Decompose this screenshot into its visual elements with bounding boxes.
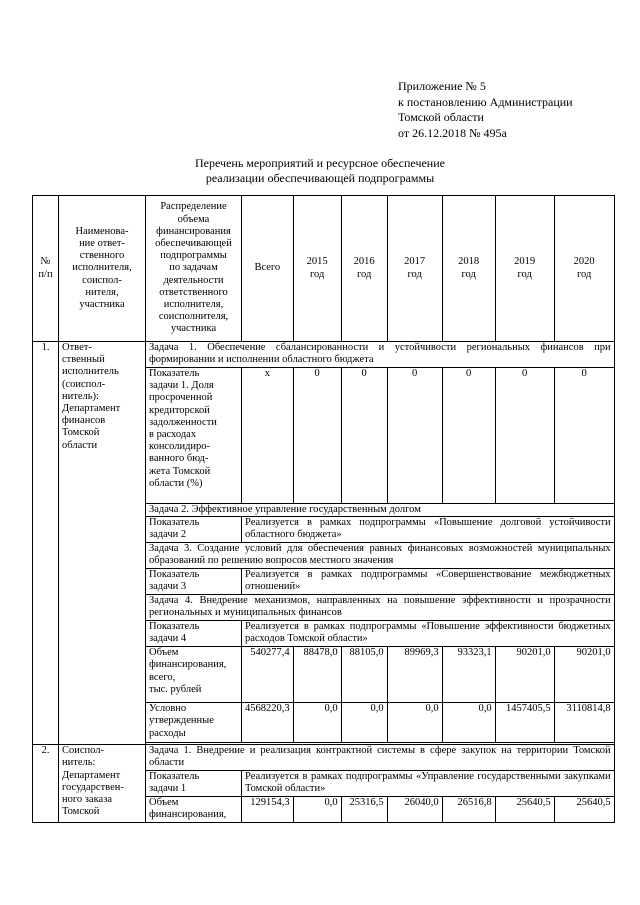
s2-funding-2018: 26516,8: [442, 797, 495, 823]
header-2016: 2016 год: [341, 196, 387, 342]
s2-funding-2020: 25640,5: [554, 797, 614, 823]
measures-table: [32, 195, 615, 823]
s1-conditional-total: 4568220,3: [242, 703, 294, 743]
s2-num: 2.: [33, 745, 59, 823]
appendix-block: [398, 79, 573, 141]
appendix-line-1: Приложение № 5: [398, 79, 486, 93]
s1-conditional-2018: 0,0: [442, 703, 495, 743]
s2-task1-row: [33, 745, 615, 771]
s1-indicator1-total: x: [242, 368, 294, 504]
s1-indicator1-2016: 0: [341, 368, 387, 504]
s2-funding-2017: 26040,0: [387, 797, 442, 823]
s2-funding-label: Объем финансирования,: [146, 797, 242, 823]
s1-funding-2015: 88478,0: [293, 647, 341, 703]
header-executor: Наименова- ние ответ- ственного исполнителя, соиспол- нителя, участника: [59, 196, 146, 342]
s1-task1-row: [33, 342, 615, 368]
s1-indicator1-label: Показатель задачи 1. Доля просроченной кредиторской задолженности в расходах консолидиро- ванного бюд- жета Томской области (%): [146, 368, 242, 504]
s1-task2: Задача 2. Эффективное управление государственным долгом: [146, 504, 615, 517]
s2-executor: Соиспол- нитель: Департамент государствен- ного заказа Томской: [59, 745, 146, 823]
s1-task1: Задача 1. Обеспечение сбалансированности и устойчивости региональных финансов при формировании и исполнении областного бюджета: [146, 342, 615, 368]
s1-task3: Задача 3. Создание условий для обеспечения равных финансовых возможностей муниципальных образований по решению вопросов местного значения: [146, 543, 615, 569]
s1-conditional-label: Условно утвержденные расходы: [146, 703, 242, 743]
s1-indicator4-label: Показатель задачи 4: [146, 621, 242, 647]
s2-funding-total: 129154,3: [242, 797, 294, 823]
s2-indicator1-text: Реализуется в рамках подпрограммы «Управление государственными закупками Томской области»: [242, 771, 615, 797]
s1-indicator2-text: Реализуется в рамках подпрограммы «Повышение долговой устойчивости областного бюджета»: [242, 517, 615, 543]
s2-task1: Задача 1. Внедрение и реализация контрактной системы в сфере закупок на территории Томской области: [146, 745, 615, 771]
document-title: [0, 156, 640, 186]
appendix-line-2: к постановлению Администрации: [398, 94, 573, 109]
s1-funding-label: Объем финансирования, всего, тыс. рублей: [146, 647, 242, 703]
s1-conditional-2020: 3110814,8: [554, 703, 614, 743]
s1-indicator1-2017: 0: [387, 368, 442, 504]
title-line-2: реализации обеспечивающей подпрограммы: [205, 171, 435, 185]
s1-funding-2018: 93323,1: [442, 647, 495, 703]
s1-funding-2020: 90201,0: [554, 647, 614, 703]
s1-conditional-2015: 0,0: [293, 703, 341, 743]
s1-funding-2019: 90201,0: [495, 647, 554, 703]
s1-indicator3-label: Показатель задачи 3: [146, 569, 242, 595]
s1-indicator1-2018: 0: [442, 368, 495, 504]
s2-funding-2019: 25640,5: [495, 797, 554, 823]
s1-conditional-2019: 1457405,5: [495, 703, 554, 743]
header-num: № п/п: [33, 196, 59, 342]
s1-conditional-2016: 0,0: [341, 703, 387, 743]
s2-funding-2016: 25316,5: [341, 797, 387, 823]
s1-conditional-2017: 0,0: [387, 703, 442, 743]
header-total: Всего: [242, 196, 294, 342]
s1-funding-2017: 89969,3: [387, 647, 442, 703]
s1-indicator3-text: Реализуется в рамках подпрограммы «Совершенствование межбюджетных отношений»: [242, 569, 615, 595]
s1-indicator4-text: Реализуется в рамках подпрограммы «Повышение эффективности бюджетных расходов Томской области»: [242, 621, 615, 647]
s1-task4: Задача 4. Внедрение механизмов, направленных на повышение эффективности и прозрачности региональных и муниципальных финансов: [146, 595, 615, 621]
s2-funding-2015: 0,0: [293, 797, 341, 823]
s1-funding-total: 540277,4: [242, 647, 294, 703]
title-line-1: Перечень мероприятий и ресурсное обеспечение: [195, 156, 445, 170]
appendix-line-3: Томской области: [398, 110, 484, 124]
s1-indicator1-2015: 0: [293, 368, 341, 504]
s1-executor: Ответ- ственный исполнитель (соиспол- нитель): Департамент финансов Томской области: [59, 342, 146, 745]
s1-indicator2-label: Показатель задачи 2: [146, 517, 242, 543]
s1-indicator1-2019: 0: [495, 368, 554, 504]
header-2017: 2017 год: [387, 196, 442, 342]
s2-indicator1-label: Показатель задачи 1: [146, 771, 242, 797]
header-2019: 2019 год: [495, 196, 554, 342]
header-2015: 2015 год: [293, 196, 341, 342]
s1-funding-2016: 88105,0: [341, 647, 387, 703]
header-distribution: Распределение объема финансирования обеспечивающей подпрограммы по задачам деятельности ответственного исполнителя, соисполнителя, участника: [146, 196, 242, 342]
header-2020: 2020 год: [554, 196, 614, 342]
header-2018: 2018 год: [442, 196, 495, 342]
header-row: [33, 196, 615, 342]
s1-indicator1-2020: 0: [554, 368, 614, 504]
s1-num: 1.: [33, 342, 59, 745]
appendix-line-4: от 26.12.2018 № 495а: [398, 125, 507, 140]
